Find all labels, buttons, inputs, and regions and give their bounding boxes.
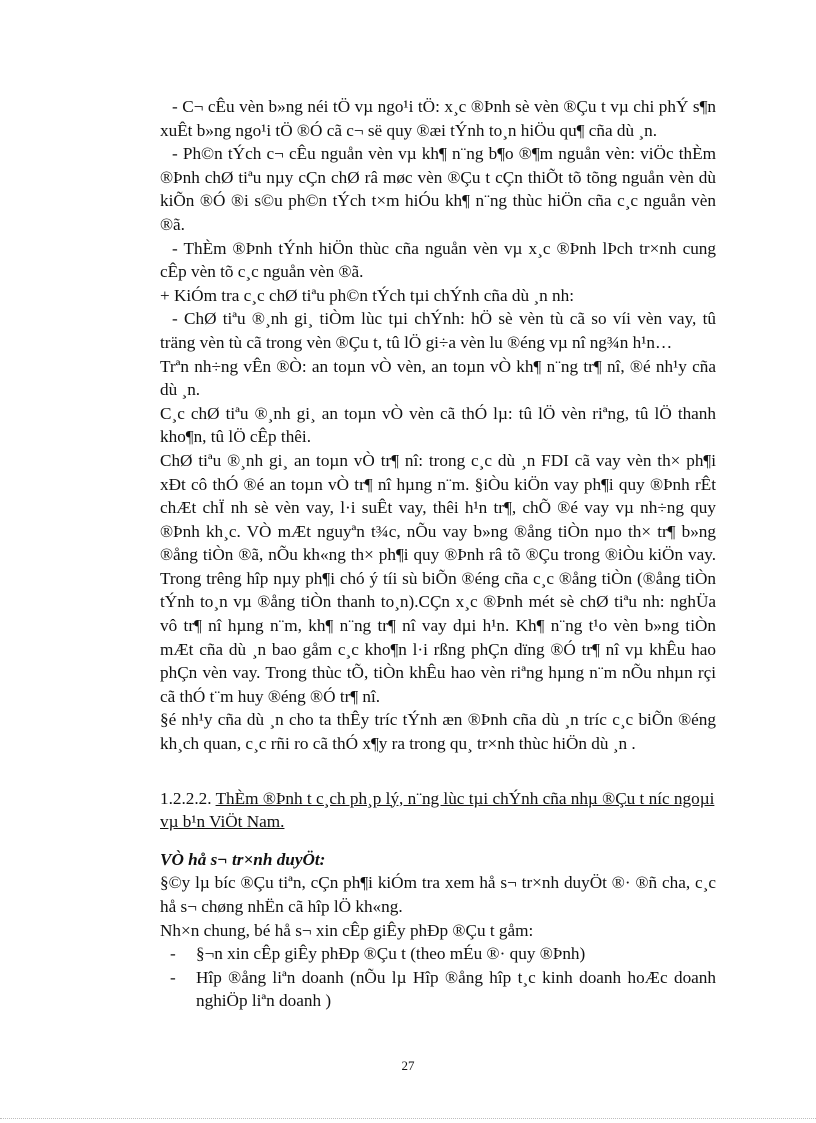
paragraph-capital-safety: C¸c chØ tiªu ®¸nh gi¸ an toµn vÒ vèn cã thÓ lµ: tû lÖ vèn riªng, tû lÖ thanh kho¶n, tû lÖ cÊp thêi. <box>160 403 716 447</box>
body-text <box>160 95 716 1013</box>
section-heading <box>160 787 716 834</box>
list-item-text: §¬n xin cÊp giÊy phÐp ®Çu t (theo mÉu ®· quy ®Þnh) <box>196 944 586 964</box>
paragraph-capital-reality: - ThÈm ®Þnh tÝnh hiÖn thùc cña nguån vèn vµ x¸c ®Þnh lÞch tr×nh cung cÊp vèn tõ c¸c nguån vèn ®ã. <box>160 238 716 282</box>
paragraph-capital-source: - Ph©n tÝch c¬ cÊu nguån vèn vµ kh¶ n¨ng b¶o ®¶m nguån vèn: viÖc thÈm ®Þnh chØ tiªu nµy cÇn chØ râ møc vèn ®Çu t cÇn thiÕt tõ tõng nguån vèn dù kiÕn ®Ó ®i s©u ph©n tÝch t×m hiÓu kh¶ n¨ng thùc hiÖn cña c¸c nguån vèn ®ã. <box>160 144 716 234</box>
paragraph-debt-safety: ChØ tiªu ®¸nh gi¸ an toµn vÒ tr¶ nî: trong c¸c dù ¸n FDI cã vay vèn th× ph¶i xÐt cô thÓ ®é an toµn vÒ tr¶ nî hµng n¨m. §iÒu kiÖn vay ph¶i quy ®Þnh rÊt chÆt chÏ nh sè vèn vay, l·i suÊt vay, thêi h¹n tr¶, chÕ ®é vay vµ nh÷ng quy ®Þnh kh¸c. VÒ mÆt nguyªn t¾c, nÕu vay b»ng ®ång tiÒn nµo th× tr¶ b»ng ®ång tiÒn ®ã, nÕu kh«ng th× ph¶i quy ®Þnh râ tõ ®Çu trong ®iÒu kiÖn vay. Trong trêng hîp nµy ph¶i chó ý tíi sù biÕn ®éng cña c¸c ®ång tiÒn (®ång tiÒn tÝnh to¸n vµ ®ång tiÒn thanh to¸n).CÇn x¸c ®Þnh mét sè chØ tiªu nh: nghÜa vô tr¶ nî hµng n¨m, kh¶ n¨ng tr¶ nî vay dµi h¹n. Kh¶ n¨ng t¹o vèn b»ng tiÒn mÆt cña dù ¸n bao gåm c¸c kho¶n l·i rßng phÇn dïng ®Ó tr¶ nî vµ khÊu hao phÇn vèn vay. Trong thùc tÕ, tiÒn khÊu hao vèn riªng hµng n¨m nÕu nhµn rçi cã thÓ t¨m huy ®éng ®Ó tr¶ nî. <box>160 450 716 706</box>
list-item <box>160 942 716 966</box>
subheading-dossier: VÒ hå s¬ tr×nh duyÖt: <box>160 849 326 869</box>
section-title: ThÈm ®Þnh t c¸ch ph¸p lý, n¨ng lùc tµi chÝnh cña nhµ ®Çu t níc ngoµi vµ b¹n ViÖt Nam. <box>160 788 715 832</box>
paragraph-financial-potential: - ChØ tiªu ®¸nh gi¸ tiÒm lùc tµi chÝnh: hÖ sè vèn tù cã so víi vèn vay, tû träng vèn tù cã trong vèn ®Çu t, tû lÖ gi÷a vèn lu ®éng vµ nî ng¾n h¹n… <box>160 309 716 352</box>
paragraph-first-step: §©y lµ bíc ®Çu tiªn, cÇn ph¶i kiÓm tra xem hå s¬ tr×nh duyÖt ®· ®ñ cha, c¸c hå s¬ chøng nhËn cã hîp lÖ kh«ng. <box>160 873 716 916</box>
paragraph-sensitivity: §é nh¹y cña dù ¸n cho ta thÊy tríc tÝnh æn ®Þnh cña dù ¸n tríc c¸c biÕn ®éng kh¸ch quan, c¸c rñi ro cã thÓ x¶y ra trong qu¸ tr×nh thùc hiÖn dù ¸n . <box>160 710 716 754</box>
paragraph-capital-structure: - C¬ cÊu vèn b»ng néi tÖ vµ ngo¹i tÖ: x¸c ®Þnh sè vèn ®Çu t vµ chi phÝ s¶n xuÊt b»ng ngo¹i tÖ ®Ó cã c¬ së quy ®æi tÝnh to¸n hiÖu qu¶ cña dù ¸n. <box>160 97 716 140</box>
page-bottom-rule <box>0 1118 816 1119</box>
paragraph-issues: Trªn nh÷ng vÊn ®Ò: an toµn vÒ vèn, an toµn vÒ kh¶ n¨ng tr¶ nî, ®é nh¹y cña dù ¸n. <box>160 356 716 400</box>
list-bullet: - <box>170 944 176 964</box>
list-item-text: Hîp ®ång liªn doanh (nÕu lµ Hîp ®ång hîp t¸c kinh doanh hoÆc doanh nghiÖp liªn doanh ) <box>196 967 716 1011</box>
paragraph-dossier-includes: Nh×n chung, bé hå s¬ xin cÊp giÊy phÐp ®Çu t gåm: <box>160 920 534 940</box>
paragraph-check-indicators: + KiÓm tra c¸c chØ tiªu ph©n tÝch tµi chÝnh cña dù ¸n nh: <box>160 285 574 305</box>
list-bullet: - <box>170 967 176 987</box>
page-number: 27 <box>401 1058 415 1073</box>
list-item <box>160 966 716 1013</box>
section-number: 1.2.2.2. <box>160 788 212 808</box>
